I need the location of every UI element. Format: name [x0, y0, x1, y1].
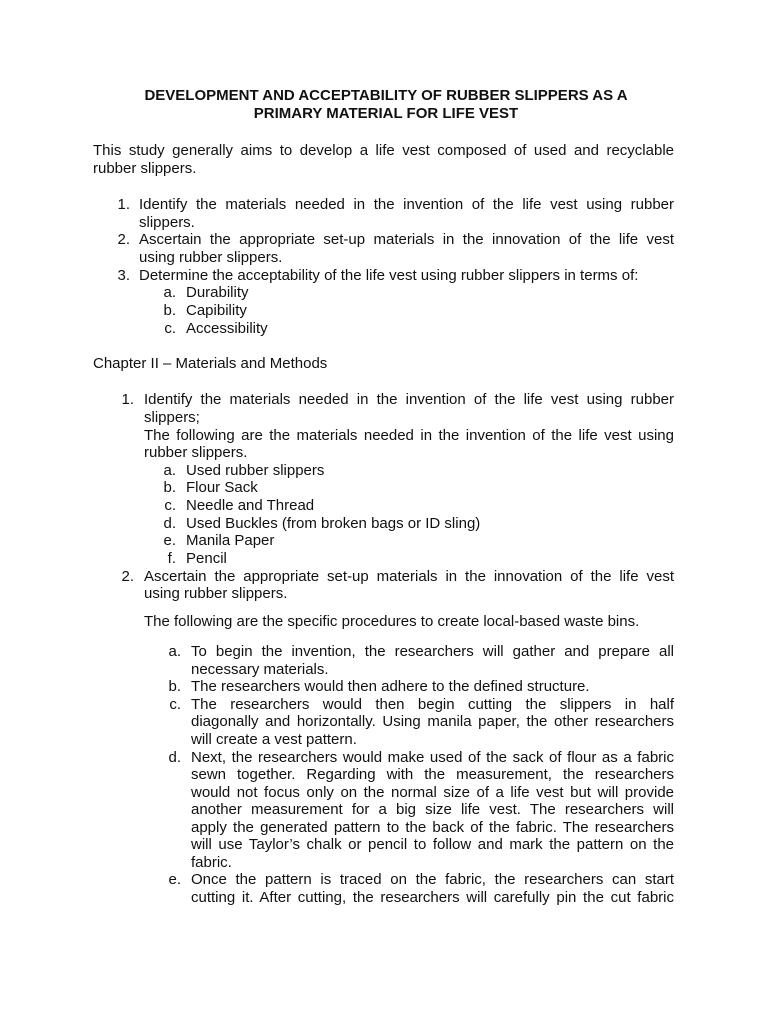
objective-number: 2.	[117, 231, 130, 248]
material-item: Manila Paper	[186, 532, 275, 549]
objective-1-line-1: Identify the materials needed in the invention of the life vest using rubber	[139, 196, 674, 213]
procedure-e-line: cutting it. After cutting, the researchers will carefully pin the cut fabric	[191, 889, 674, 906]
procedure-d-line: will use Taylor’s chalk or pencil to follow and mark the pattern on the	[191, 836, 674, 853]
procedure-letter: a.	[168, 643, 181, 660]
objective-number: 1.	[117, 196, 130, 213]
method-1-line-4: rubber slippers.	[144, 444, 248, 461]
procedure-c-line: The researchers would then begin cutting the slippers in half	[191, 696, 674, 713]
material-letter: b.	[163, 479, 176, 496]
procedure-letter: c.	[169, 696, 181, 713]
material-item: Needle and Thread	[186, 497, 315, 514]
material-item: Pencil	[186, 550, 227, 567]
procedure-c-line: will create a vest pattern.	[191, 731, 357, 748]
procedure-c-line: diagonally and horizontally. Using manila paper, the other researchers	[191, 713, 674, 730]
procedure-a-line: necessary materials.	[191, 661, 329, 678]
procedure-d-line: Next, the researchers would make used of the sack of flour as a fabric	[191, 749, 674, 766]
criterion-item: Accessibility	[186, 320, 268, 337]
document-title-line-2: PRIMARY MATERIAL FOR LIFE VEST	[253, 105, 519, 122]
objective-3-line-1: Determine the acceptability of the life vest using rubber slippers in terms of:	[139, 267, 639, 284]
procedures-intro: The following are the specific procedures to create local-based waste bins.	[144, 613, 640, 630]
procedure-letter: b.	[168, 678, 181, 695]
method-2-line-1: Ascertain the appropriate set-up materials in the innovation of the life vest	[144, 568, 674, 585]
material-item: Used rubber slippers	[186, 462, 325, 479]
criterion-letter: c.	[164, 320, 176, 337]
procedure-d-line: apply the generated pattern to the back of the fabric. The researchers	[191, 819, 674, 836]
procedure-e-line: Once the pattern is traced on the fabric, the researchers can start	[191, 871, 674, 888]
procedure-a-line: To begin the invention, the researchers will gather and prepare all	[191, 643, 674, 660]
procedure-letter: e.	[168, 871, 181, 888]
method-number: 2.	[121, 568, 134, 585]
criterion-item: Capibility	[186, 302, 247, 319]
objective-1-line-2: slippers.	[139, 214, 195, 231]
method-1-line-2: slippers;	[144, 409, 200, 426]
material-letter: a.	[163, 462, 176, 479]
material-item: Flour Sack	[186, 479, 258, 496]
intro-line-2: rubber slippers.	[93, 160, 197, 177]
procedure-d-line: would not focus only on the normal size of a life vest but will provide	[191, 784, 674, 801]
method-1-line-3: The following are the materials needed in the invention of the life vest using	[144, 427, 674, 444]
procedure-d-line: fabric.	[191, 854, 232, 871]
method-number: 1.	[121, 391, 134, 408]
material-letter: f.	[167, 550, 176, 567]
material-letter: c.	[164, 497, 176, 514]
procedure-d-line: sewn together. Regarding with the measurement, the researchers	[191, 766, 674, 783]
intro-line-1: This study generally aims to develop a life vest composed of used and recyclable	[93, 142, 674, 159]
objective-2-line-2: using rubber slippers.	[139, 249, 283, 266]
criterion-letter: b.	[163, 302, 176, 319]
objective-2-line-1: Ascertain the appropriate set-up materials in the innovation of the life vest	[139, 231, 674, 248]
procedure-d-line: another measurement for a big size life vest. The researchers will	[191, 801, 674, 818]
chapter-heading: Chapter II – Materials and Methods	[93, 355, 328, 372]
criterion-item: Durability	[186, 284, 249, 301]
material-item: Used Buckles (from broken bags or ID sling)	[186, 515, 481, 532]
material-letter: d.	[163, 515, 176, 532]
procedure-letter: d.	[168, 749, 181, 766]
material-letter: e.	[163, 532, 176, 549]
document-title-line-1: DEVELOPMENT AND ACCEPTABILITY OF RUBBER SLIPPERS AS A	[144, 87, 628, 104]
criterion-letter: a.	[163, 284, 176, 301]
method-1-line-1: Identify the materials needed in the invention of the life vest using rubber	[144, 391, 674, 408]
procedure-b-line: The researchers would then adhere to the defined structure.	[191, 678, 590, 695]
method-2-line-2: using rubber slippers.	[144, 585, 288, 602]
objective-number: 3.	[117, 267, 130, 284]
